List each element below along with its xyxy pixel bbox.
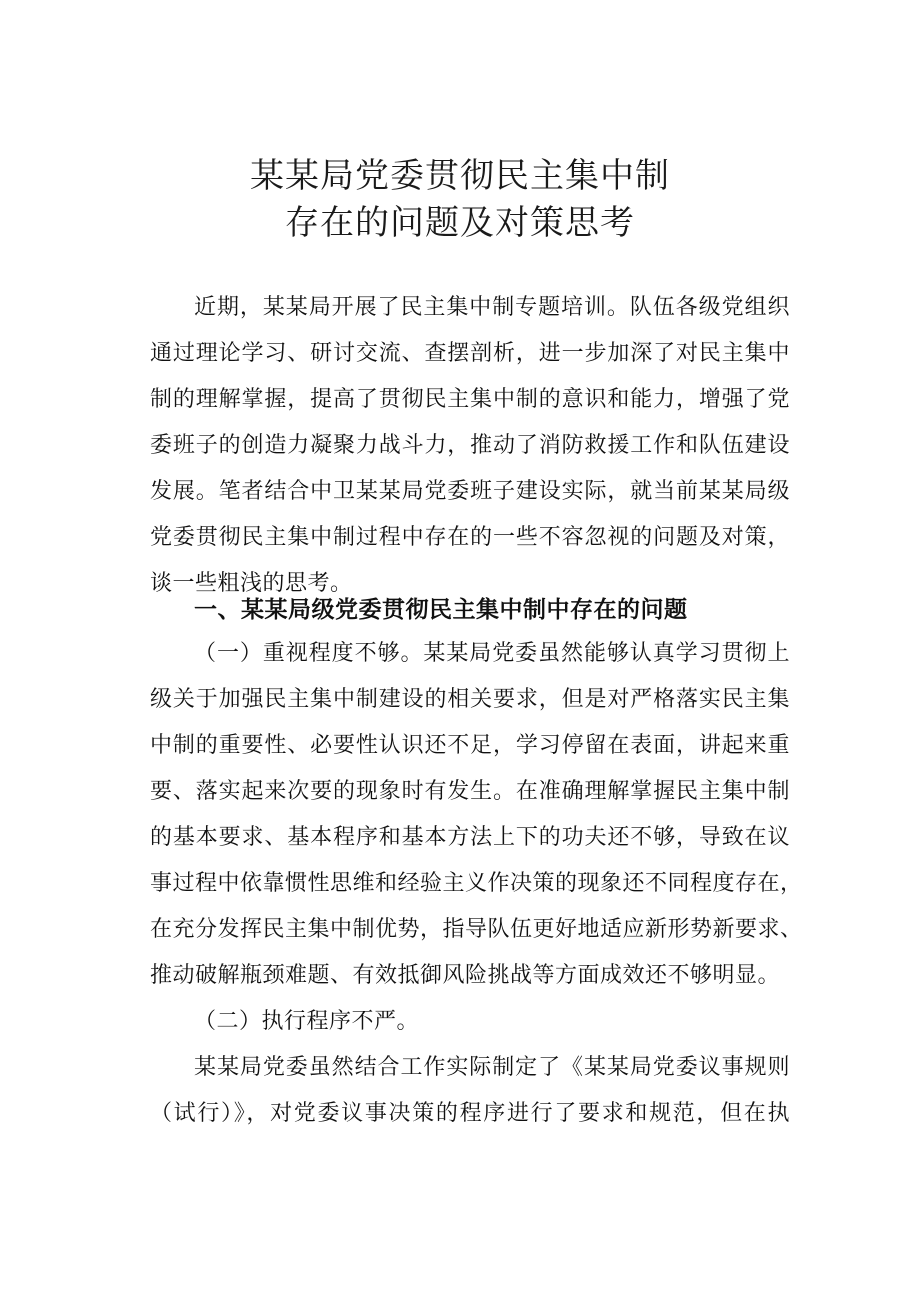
paragraph-item-1-line: 的基本要求、基本程序和基本方法上下的功夫还不够，导致在议 <box>150 825 790 850</box>
paragraph-item-1-line: 中制的重要性、必要性认识还不足，学习停留在表面，讲起来重 <box>150 733 790 758</box>
document-title-line-2: 存在的问题及对策思考 <box>285 203 635 243</box>
paragraph-item-1-line: 在充分发挥民主集中制优势，指导队伍更好地适应新形势新要求、 <box>150 917 803 942</box>
paragraph-intro-line: 通过理论学习、研讨交流、查摆剖析，进一步加深了对民主集中 <box>150 341 790 366</box>
paragraph-item-2-line: 某某局党委虽然结合工作实际制定了《某某局党委议事规则 <box>194 1055 790 1080</box>
paragraph-item-1-line: 推动破解瓶颈难题、有效抵御风险挑战等方面成效还不够明显。 <box>150 963 781 988</box>
paragraph-intro-line: 委班子的创造力凝聚力战斗力，推动了消防救援工作和队伍建设 <box>150 433 790 458</box>
paragraph-item-1-line: （一）重视程度不够。某某局党委虽然能够认真学习贯彻上 <box>194 641 790 666</box>
paragraph-item-1-line: 级关于加强民主集中制建设的相关要求，但是对严格落实民主集 <box>150 687 790 712</box>
paragraph-intro-line: 制的理解掌握，提高了贯彻民主集中制的意识和能力，增强了党 <box>150 387 790 412</box>
paragraph-item-1-line: 事过程中依靠惯性思维和经验主义作决策的现象还不同程度存在， <box>150 871 803 896</box>
document-title-line-1: 某某局党委贯彻民主集中制 <box>250 156 670 196</box>
paragraph-intro-line: 发展。笔者结合中卫某某局党委班子建设实际，就当前某某局级 <box>150 479 790 504</box>
paragraph-item-2-line: （试行）》，对党委议事决策的程序进行了要求和规范，但在执 <box>150 1101 790 1126</box>
paragraph-item-1-line: 要、落实起来次要的现象时有发生。在准确理解掌握民主集中制 <box>150 779 790 804</box>
subheading-item-2: （二）执行程序不严。 <box>194 1009 420 1034</box>
paragraph-intro-line: 近期，某某局开展了民主集中制专题培训。队伍各级党组织 <box>194 295 790 320</box>
section-heading-1: 一、某某局级党委贯彻民主集中制中存在的问题 <box>194 597 688 623</box>
paragraph-intro-line: 党委贯彻民主集中制过程中存在的一些不容忽视的问题及对策， <box>150 525 790 550</box>
paragraph-intro-line: 谈一些粗浅的思考。 <box>150 571 353 596</box>
